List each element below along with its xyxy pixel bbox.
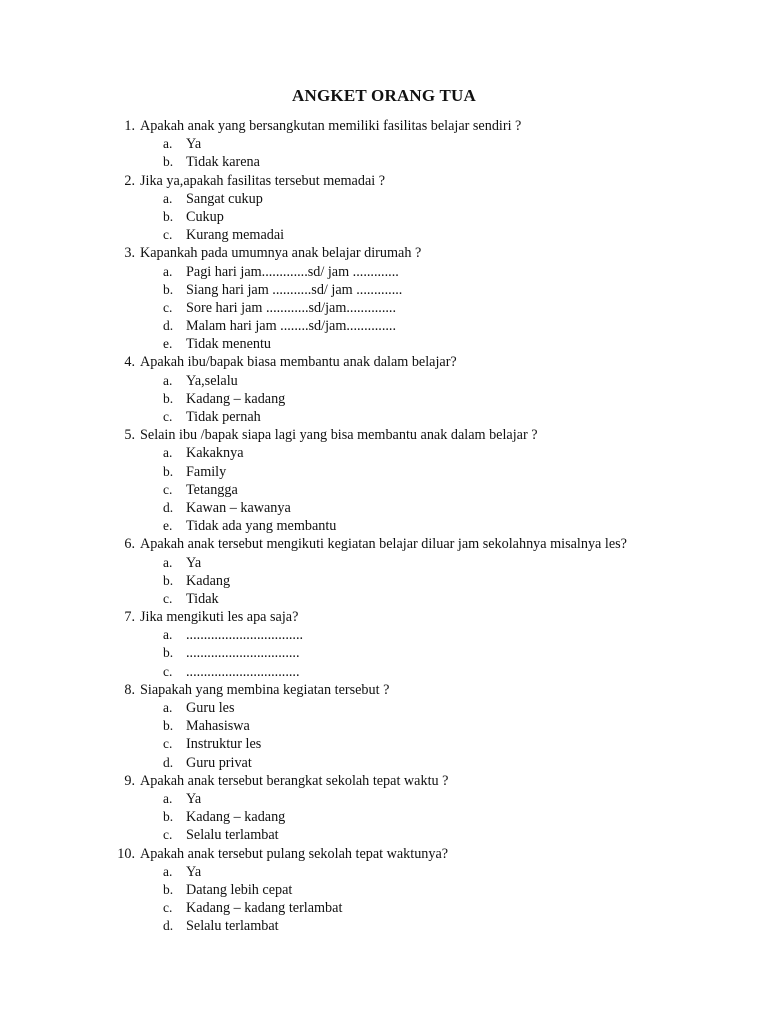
option-text: Kadang – kadang — [186, 809, 286, 826]
option-letter: b. — [163, 154, 174, 170]
option-text: Sore hari jam ............sd/jam.............. — [186, 299, 397, 316]
question-number: 6. — [124, 536, 135, 553]
question-text: Apakah anak yang bersangkutan memiliki fasilitas belajar sendiri ? — [140, 118, 522, 134]
option-text: Tidak pernah — [186, 409, 261, 425]
question-text: Apakah anak tersebut mengikuti kegiatan belajar diluar jam sekolahnya misalnya les? — [140, 536, 627, 553]
option-text: ................................ — [186, 663, 300, 680]
answer-option — [0, 517, 768, 535]
option-text: Ya,selalu — [186, 372, 238, 389]
option-letter: d. — [163, 918, 174, 934]
question-item — [0, 535, 768, 553]
answer-option — [0, 372, 768, 390]
answer-option — [0, 917, 768, 935]
option-text: Kurang memadai — [186, 227, 285, 244]
question-text: Apakah ibu/bapak biasa membantu anak dalam belajar? — [140, 354, 457, 371]
question-text: Kapankah pada umumnya anak belajar dirumah ? — [140, 245, 422, 262]
question-item — [0, 845, 768, 863]
option-letter: e. — [163, 518, 173, 534]
answer-option — [0, 444, 768, 462]
answer-option — [0, 663, 768, 681]
answer-option — [0, 299, 768, 317]
answer-option — [0, 717, 768, 735]
option-text: Tidak ada yang membantu — [186, 518, 337, 535]
option-letter: c. — [163, 900, 173, 916]
answer-option — [0, 754, 768, 772]
option-text: Datang lebih cepat — [186, 881, 293, 898]
option-letter: c. — [163, 409, 173, 424]
question-item — [0, 244, 768, 262]
option-text: Selalu terlambat — [186, 918, 279, 935]
question-item — [0, 681, 768, 699]
answer-option — [0, 554, 768, 572]
option-text: Sangat cukup — [186, 190, 263, 207]
option-text: Guru privat — [186, 754, 252, 771]
option-letter: c. — [163, 481, 173, 497]
option-text: Kakaknya — [186, 445, 244, 462]
question-number: 10. — [117, 845, 135, 862]
answer-option — [0, 590, 768, 608]
option-letter: b. — [163, 208, 174, 224]
option-letter: b. — [163, 645, 174, 661]
option-letter: c. — [163, 827, 173, 843]
question-number: 2. — [124, 172, 135, 189]
option-text: Ya — [186, 790, 202, 807]
answer-option — [0, 808, 768, 826]
answer-option — [0, 208, 768, 226]
option-text: Tidak menentu — [186, 336, 271, 353]
option-text: Ya — [186, 554, 202, 571]
question-number: 4. — [124, 354, 135, 371]
option-text: Tetangga — [186, 481, 238, 498]
question-number: 9. — [124, 772, 135, 789]
option-letter: b. — [163, 572, 174, 588]
question-item — [0, 608, 768, 626]
answer-option — [0, 499, 768, 517]
question-number: 1. — [124, 118, 135, 134]
option-letter: b. — [163, 281, 174, 297]
answer-option — [0, 408, 768, 426]
option-text: Siang hari jam ...........sd/ jam ............. — [186, 281, 403, 298]
answer-option — [0, 735, 768, 753]
option-letter: c. — [163, 736, 173, 752]
option-letter: c. — [163, 227, 173, 243]
option-text: Malam hari jam ........sd/jam.............. — [186, 318, 397, 335]
question-text: Siapakah yang membina kegiatan tersebut ? — [140, 681, 390, 698]
question-list — [0, 117, 768, 935]
option-text: Kawan – kawanya — [186, 499, 291, 516]
answer-option — [0, 790, 768, 808]
answer-option — [0, 644, 768, 662]
option-letter: a. — [163, 700, 173, 715]
option-letter: c. — [163, 663, 173, 679]
option-text: Ya — [186, 136, 202, 153]
option-letter: d. — [163, 318, 174, 334]
option-letter: a. — [163, 372, 173, 388]
option-text: Kadang – kadang terlambat — [186, 900, 343, 917]
question-text: Apakah anak tersebut berangkat sekolah tepat waktu ? — [140, 772, 449, 789]
option-letter: a. — [163, 263, 173, 279]
option-text: Tidak karena — [186, 154, 260, 171]
option-letter: a. — [163, 790, 173, 806]
question-text: Jika ya,apakah fasilitas tersebut memadai ? — [140, 172, 386, 189]
question-item — [0, 426, 768, 444]
answer-option — [0, 263, 768, 281]
option-letter: d. — [163, 499, 174, 515]
question-item — [0, 117, 768, 135]
option-letter: d. — [163, 754, 174, 770]
option-letter: a. — [163, 627, 173, 643]
answer-option — [0, 481, 768, 499]
question-text: Apakah anak tersebut pulang sekolah tepat waktunya? — [140, 845, 449, 862]
option-letter: a. — [163, 136, 173, 152]
option-letter: b. — [163, 718, 174, 734]
question-item — [0, 772, 768, 790]
answer-option — [0, 153, 768, 171]
answer-option — [0, 881, 768, 899]
answer-option — [0, 317, 768, 335]
question-item — [0, 172, 768, 190]
option-text: ................................. — [186, 627, 304, 644]
option-text: Ya — [186, 863, 202, 880]
option-letter: c. — [163, 299, 173, 315]
option-text: Mahasiswa — [186, 718, 250, 735]
option-letter: a. — [163, 554, 173, 570]
answer-option — [0, 135, 768, 153]
answer-option — [0, 899, 768, 917]
option-letter: e. — [163, 336, 173, 352]
option-text: Tidak — [186, 590, 219, 607]
question-number: 8. — [124, 681, 135, 698]
answer-option — [0, 190, 768, 208]
question-text: Jika mengikuti les apa saja? — [140, 609, 299, 626]
answer-option — [0, 281, 768, 299]
question-text: Selain ibu /bapak siapa lagi yang bisa membantu anak dalam belajar ? — [140, 427, 538, 444]
question-number: 3. — [124, 245, 135, 262]
option-text: Guru les — [186, 700, 235, 716]
option-letter: b. — [163, 463, 174, 479]
answer-option — [0, 390, 768, 408]
question-number: 7. — [124, 609, 135, 626]
answer-option — [0, 826, 768, 844]
option-letter: b. — [163, 390, 174, 406]
option-text: ................................ — [186, 645, 300, 662]
answer-option — [0, 863, 768, 881]
option-letter: a. — [163, 190, 173, 206]
option-letter: c. — [163, 590, 173, 606]
option-text: Pagi hari jam.............sd/ jam ............. — [186, 263, 399, 280]
question-item — [0, 353, 768, 371]
option-letter: b. — [163, 881, 174, 897]
option-letter: a. — [163, 863, 173, 879]
option-text: Instruktur les — [186, 736, 262, 753]
option-text: Kadang — [186, 572, 231, 589]
question-number: 5. — [124, 427, 135, 444]
page-title: ANGKET ORANG TUA — [292, 86, 476, 105]
answer-option — [0, 699, 768, 717]
answer-option — [0, 626, 768, 644]
answer-option — [0, 335, 768, 353]
option-text: Cukup — [186, 208, 224, 225]
option-letter: a. — [163, 445, 173, 461]
answer-option — [0, 226, 768, 244]
option-text: Selalu terlambat — [186, 827, 279, 844]
answer-option — [0, 463, 768, 481]
option-text: Kadang – kadang — [186, 390, 286, 407]
option-letter: b. — [163, 809, 174, 825]
answer-option — [0, 572, 768, 590]
option-text: Family — [186, 463, 227, 480]
